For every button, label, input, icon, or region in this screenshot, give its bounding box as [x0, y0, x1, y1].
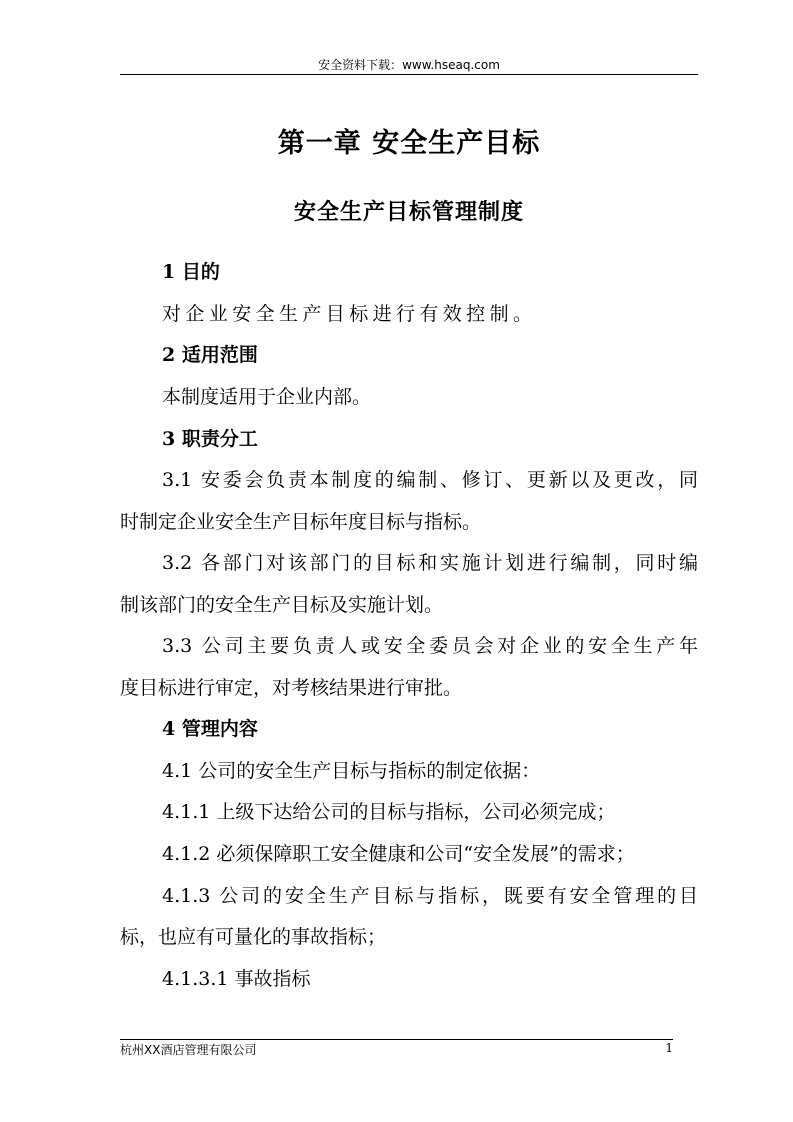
paragraph-3-2-line-2: 制该部门的安全生产目标及实施计划。: [120, 594, 444, 616]
paragraph-4-1-2: 4.1.2 必须保障职工安全健康和公司“安全发展”的需求；: [162, 843, 635, 865]
document-title: 安全生产目标管理制度: [293, 199, 524, 225]
page-number: 1: [665, 1041, 673, 1055]
paragraph-4-1-3-line-2: 标，也应有可量化的事故指标；: [120, 926, 387, 948]
footer-company: 杭州XX酒店管理有限公司: [120, 1043, 257, 1057]
paragraph-3-3-line-1: 3.3 公司主要负责人或安全委员会对企业的安全生产年: [162, 635, 698, 657]
section-1-text: 对企业安全生产目标进行有效控制。: [162, 303, 532, 325]
section-2-text: 本制度适用于企业内部。: [162, 386, 372, 408]
section-4-heading: 4 管理内容: [162, 718, 258, 740]
paragraph-3-1-line-2: 时制定企业安全生产目标年度目标与指标。: [120, 511, 482, 533]
paragraph-4-1-3-1: 4.1.3.1 事故指标: [162, 968, 311, 990]
paragraph-4-1: 4.1 公司的安全生产目标与指标的制定依据：: [162, 760, 541, 782]
section-1-heading: 1 目的: [162, 261, 220, 283]
paragraph-4-1-1: 4.1.1 上级下达给公司的目标与指标，公司必须完成；: [162, 801, 616, 823]
footer-rule: [120, 1039, 673, 1040]
header-rule: [120, 74, 698, 75]
section-2-heading: 2 适用范围: [162, 344, 258, 366]
header-text: 安全资料下载：www.hseaq.com: [318, 58, 500, 72]
paragraph-3-3-line-2: 度目标进行审定，对考核结果进行审批。: [120, 677, 463, 699]
section-3-heading: 3 职责分工: [162, 428, 258, 450]
paragraph-3-2-line-1: 3.2 各部门对该部门的目标和实施计划进行编制，同时编: [162, 552, 698, 574]
paragraph-3-1-line-1: 3.1 安委会负责本制度的编制、修订、更新以及更改，同: [162, 469, 698, 491]
chapter-title: 第一章 安全生产目标: [277, 128, 541, 159]
paragraph-4-1-3-line-1: 4.1.3 公司的安全生产目标与指标，既要有安全管理的目: [162, 885, 698, 907]
